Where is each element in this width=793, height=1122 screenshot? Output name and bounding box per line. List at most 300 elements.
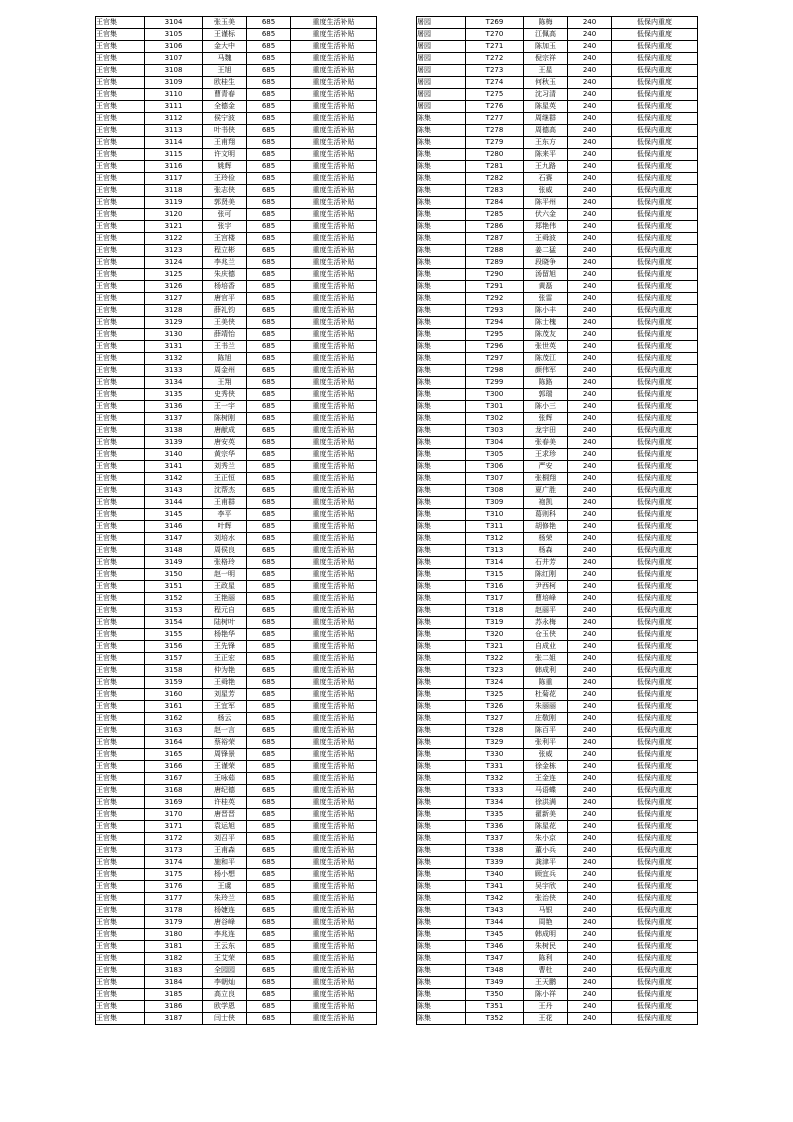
id-cell: T271	[466, 41, 524, 53]
town-cell: 王官集	[96, 749, 145, 761]
category-cell: 重度生活补贴	[291, 161, 377, 173]
category-cell: 重度生活补贴	[291, 809, 377, 821]
table-row	[96, 761, 377, 773]
town-cell: 陈集	[417, 557, 466, 569]
amount-cell: 240	[568, 401, 612, 413]
id-cell: T309	[466, 497, 524, 509]
table-row	[417, 569, 698, 581]
id-cell: 3172	[145, 833, 203, 845]
name-cell: 王先锋	[203, 641, 247, 653]
id-cell: 3116	[145, 161, 203, 173]
name-cell: 仲为艳	[203, 665, 247, 677]
category-cell: 低保内重度	[612, 113, 698, 125]
amount-cell: 685	[247, 485, 291, 497]
town-cell: 王官集	[96, 965, 145, 977]
town-cell: 王官集	[96, 929, 145, 941]
amount-cell: 685	[247, 953, 291, 965]
name-cell: 王书兰	[203, 341, 247, 353]
town-cell: 陈集	[417, 269, 466, 281]
name-cell: 朱树民	[524, 941, 568, 953]
amount-cell: 685	[247, 329, 291, 341]
amount-cell: 240	[568, 893, 612, 905]
town-cell: 王官集	[96, 173, 145, 185]
table-row	[417, 449, 698, 461]
category-cell: 重度生活补贴	[291, 929, 377, 941]
table-row	[96, 953, 377, 965]
table-row	[417, 365, 698, 377]
town-cell: 王官集	[96, 725, 145, 737]
name-cell: 袁运旭	[203, 821, 247, 833]
name-cell: 王丹	[524, 1001, 568, 1013]
town-cell: 王官集	[96, 881, 145, 893]
table-row	[96, 809, 377, 821]
category-cell: 低保内重度	[612, 197, 698, 209]
name-cell: 徐洪满	[524, 797, 568, 809]
id-cell: T312	[466, 533, 524, 545]
table-row	[96, 89, 377, 101]
amount-cell: 240	[568, 245, 612, 257]
id-cell: T331	[466, 761, 524, 773]
table-row	[417, 821, 698, 833]
amount-cell: 685	[247, 593, 291, 605]
name-cell: 薛礼钧	[203, 305, 247, 317]
town-cell: 王官集	[96, 461, 145, 473]
name-cell: 何秋玉	[524, 77, 568, 89]
id-cell: 3185	[145, 989, 203, 1001]
amount-cell: 240	[568, 857, 612, 869]
table-row	[96, 125, 377, 137]
town-cell: 王官集	[96, 77, 145, 89]
town-cell: 陈集	[417, 473, 466, 485]
amount-cell: 685	[247, 701, 291, 713]
amount-cell: 240	[568, 833, 612, 845]
name-cell: 闫士侠	[203, 1013, 247, 1025]
amount-cell: 685	[247, 761, 291, 773]
category-cell: 重度生活补贴	[291, 965, 377, 977]
amount-cell: 685	[247, 749, 291, 761]
table-row	[417, 833, 698, 845]
name-cell: 史秀侠	[203, 389, 247, 401]
id-cell: 3111	[145, 101, 203, 113]
id-cell: 3104	[145, 17, 203, 29]
amount-cell: 240	[568, 521, 612, 533]
category-cell: 低保内重度	[612, 149, 698, 161]
amount-cell: 685	[247, 449, 291, 461]
category-cell: 低保内重度	[612, 785, 698, 797]
amount-cell: 685	[247, 17, 291, 29]
category-cell: 低保内重度	[612, 569, 698, 581]
category-cell: 低保内重度	[612, 173, 698, 185]
town-cell: 王官集	[96, 917, 145, 929]
id-cell: T299	[466, 377, 524, 389]
category-cell: 重度生活补贴	[291, 881, 377, 893]
id-cell: 3107	[145, 53, 203, 65]
town-cell: 陈集	[417, 437, 466, 449]
town-cell: 王官集	[96, 689, 145, 701]
amount-cell: 685	[247, 401, 291, 413]
category-cell: 低保内重度	[612, 269, 698, 281]
town-cell: 王官集	[96, 737, 145, 749]
table-row	[417, 125, 698, 137]
name-cell: 全德金	[203, 101, 247, 113]
amount-cell: 240	[568, 497, 612, 509]
amount-cell: 240	[568, 617, 612, 629]
name-cell: 叶书侠	[203, 125, 247, 137]
town-cell: 陈集	[417, 113, 466, 125]
category-cell: 重度生活补贴	[291, 341, 377, 353]
id-cell: 3109	[145, 77, 203, 89]
amount-cell: 240	[568, 125, 612, 137]
town-cell: 王官集	[96, 41, 145, 53]
amount-cell: 685	[247, 101, 291, 113]
id-cell: T327	[466, 713, 524, 725]
table-row	[417, 89, 698, 101]
id-cell: 3105	[145, 29, 203, 41]
table-row	[96, 269, 377, 281]
name-cell: 张志侠	[203, 185, 247, 197]
town-cell: 陈集	[417, 605, 466, 617]
category-cell: 低保内重度	[612, 593, 698, 605]
amount-cell: 685	[247, 389, 291, 401]
town-cell: 陈集	[417, 725, 466, 737]
id-cell: T319	[466, 617, 524, 629]
amount-cell: 685	[247, 149, 291, 161]
amount-cell: 240	[568, 53, 612, 65]
id-cell: T278	[466, 125, 524, 137]
town-cell: 王官集	[96, 653, 145, 665]
category-cell: 低保内重度	[612, 977, 698, 989]
id-cell: 3156	[145, 641, 203, 653]
amount-cell: 685	[247, 533, 291, 545]
name-cell: 王甫森	[203, 845, 247, 857]
category-cell: 低保内重度	[612, 725, 698, 737]
table-row	[96, 1001, 377, 1013]
table-row	[96, 893, 377, 905]
name-cell: 顾宜兵	[524, 869, 568, 881]
amount-cell: 685	[247, 857, 291, 869]
category-cell: 低保内重度	[612, 689, 698, 701]
category-cell: 低保内重度	[612, 209, 698, 221]
name-cell: 黄宗华	[203, 449, 247, 461]
name-cell: 王艳丽	[203, 593, 247, 605]
amount-cell: 240	[568, 305, 612, 317]
id-cell: 3182	[145, 953, 203, 965]
name-cell: 姜二猛	[524, 245, 568, 257]
id-cell: 3127	[145, 293, 203, 305]
table-row	[96, 569, 377, 581]
category-cell: 低保内重度	[612, 413, 698, 425]
name-cell: 王天鹏	[524, 977, 568, 989]
town-cell: 王官集	[96, 605, 145, 617]
name-cell: 杨婕连	[203, 905, 247, 917]
town-cell: 陈集	[417, 737, 466, 749]
id-cell: T337	[466, 833, 524, 845]
amount-cell: 685	[247, 797, 291, 809]
town-cell: 陈集	[417, 641, 466, 653]
category-cell: 重度生活补贴	[291, 977, 377, 989]
id-cell: 3125	[145, 269, 203, 281]
amount-cell: 685	[247, 305, 291, 317]
amount-cell: 240	[568, 977, 612, 989]
table-row	[417, 929, 698, 941]
id-cell: T343	[466, 905, 524, 917]
town-cell: 陈集	[417, 533, 466, 545]
name-cell: 刘召平	[203, 833, 247, 845]
town-cell: 陈集	[417, 485, 466, 497]
amount-cell: 240	[568, 677, 612, 689]
table-row	[96, 281, 377, 293]
town-cell: 陈集	[417, 689, 466, 701]
amount-cell: 240	[568, 173, 612, 185]
amount-cell: 240	[568, 65, 612, 77]
amount-cell: 685	[247, 725, 291, 737]
town-cell: 王官集	[96, 413, 145, 425]
amount-cell: 240	[568, 341, 612, 353]
amount-cell: 685	[247, 65, 291, 77]
category-cell: 重度生活补贴	[291, 665, 377, 677]
category-cell: 重度生活补贴	[291, 197, 377, 209]
amount-cell: 240	[568, 557, 612, 569]
name-cell: 王艾荣	[203, 953, 247, 965]
category-cell: 低保内重度	[612, 233, 698, 245]
category-cell: 重度生活补贴	[291, 953, 377, 965]
table-row	[96, 149, 377, 161]
name-cell: 陈梅	[524, 17, 568, 29]
id-cell: T318	[466, 605, 524, 617]
category-cell: 低保内重度	[612, 521, 698, 533]
category-cell: 重度生活补贴	[291, 281, 377, 293]
id-cell: 3165	[145, 749, 203, 761]
name-cell: 徐金栋	[524, 761, 568, 773]
amount-cell: 240	[568, 437, 612, 449]
table-row	[417, 413, 698, 425]
table-row	[96, 485, 377, 497]
town-cell: 王官集	[96, 17, 145, 29]
town-cell: 陈集	[417, 233, 466, 245]
town-cell: 屠园	[417, 77, 466, 89]
amount-cell: 240	[568, 149, 612, 161]
town-cell: 王官集	[96, 53, 145, 65]
table-row	[96, 725, 377, 737]
amount-cell: 240	[568, 881, 612, 893]
name-cell: 庄敬刚	[524, 713, 568, 725]
town-cell: 王官集	[96, 365, 145, 377]
amount-cell: 240	[568, 389, 612, 401]
table-row	[96, 929, 377, 941]
town-cell: 王官集	[96, 137, 145, 149]
name-cell: 伏六金	[524, 209, 568, 221]
town-cell: 王官集	[96, 581, 145, 593]
amount-cell: 685	[247, 317, 291, 329]
id-cell: 3121	[145, 221, 203, 233]
category-cell: 低保内重度	[612, 965, 698, 977]
right-data-table	[416, 16, 698, 1025]
name-cell: 杨荣	[524, 533, 568, 545]
id-cell: T289	[466, 257, 524, 269]
table-row	[417, 905, 698, 917]
category-cell: 重度生活补贴	[291, 137, 377, 149]
town-cell: 陈集	[417, 953, 466, 965]
name-cell: 李平	[203, 509, 247, 521]
name-cell: 苏永梅	[524, 617, 568, 629]
category-cell: 低保内重度	[612, 881, 698, 893]
town-cell: 陈集	[417, 353, 466, 365]
table-row	[417, 737, 698, 749]
town-cell: 陈集	[417, 713, 466, 725]
name-cell: 赵一明	[203, 569, 247, 581]
town-cell: 陈集	[417, 521, 466, 533]
town-cell: 王官集	[96, 617, 145, 629]
category-cell: 重度生活补贴	[291, 245, 377, 257]
table-row	[96, 653, 377, 665]
name-cell: 倪宗祥	[524, 53, 568, 65]
town-cell: 王官集	[96, 89, 145, 101]
town-cell: 陈集	[417, 761, 466, 773]
table-row	[96, 749, 377, 761]
table-row	[96, 629, 377, 641]
town-cell: 屠园	[417, 65, 466, 77]
town-cell: 王官集	[96, 497, 145, 509]
name-cell: 周侯良	[203, 545, 247, 557]
table-row	[96, 521, 377, 533]
id-cell: T282	[466, 173, 524, 185]
amount-cell: 685	[247, 233, 291, 245]
category-cell: 重度生活补贴	[291, 353, 377, 365]
amount-cell: 240	[568, 569, 612, 581]
table-row	[96, 161, 377, 173]
amount-cell: 240	[568, 209, 612, 221]
amount-cell: 240	[568, 929, 612, 941]
id-cell: T313	[466, 545, 524, 557]
amount-cell: 240	[568, 137, 612, 149]
category-cell: 重度生活补贴	[291, 785, 377, 797]
category-cell: 重度生活补贴	[291, 449, 377, 461]
category-cell: 低保内重度	[612, 329, 698, 341]
table-row	[417, 677, 698, 689]
id-cell: 3131	[145, 341, 203, 353]
amount-cell: 240	[568, 989, 612, 1001]
table-row	[417, 281, 698, 293]
id-cell: 3176	[145, 881, 203, 893]
table-row	[417, 137, 698, 149]
amount-cell: 240	[568, 953, 612, 965]
table-row	[96, 713, 377, 725]
town-cell: 陈集	[417, 917, 466, 929]
town-cell: 王官集	[96, 977, 145, 989]
amount-cell: 685	[247, 557, 291, 569]
name-cell: 王求珍	[524, 449, 568, 461]
name-cell: 王正恒	[203, 473, 247, 485]
table-row	[417, 65, 698, 77]
id-cell: 3180	[145, 929, 203, 941]
table-row	[96, 257, 377, 269]
town-cell: 王官集	[96, 389, 145, 401]
town-cell: 王官集	[96, 941, 145, 953]
id-cell: T317	[466, 593, 524, 605]
table-row	[96, 545, 377, 557]
town-cell: 王官集	[96, 233, 145, 245]
amount-cell: 240	[568, 233, 612, 245]
id-cell: T292	[466, 293, 524, 305]
table-row	[96, 497, 377, 509]
amount-cell: 240	[568, 197, 612, 209]
table-row	[417, 845, 698, 857]
category-cell: 低保内重度	[612, 737, 698, 749]
id-cell: T333	[466, 785, 524, 797]
category-cell: 重度生活补贴	[291, 209, 377, 221]
amount-cell: 240	[568, 533, 612, 545]
town-cell: 王官集	[96, 785, 145, 797]
id-cell: T324	[466, 677, 524, 689]
category-cell: 低保内重度	[612, 557, 698, 569]
id-cell: T342	[466, 893, 524, 905]
id-cell: T281	[466, 161, 524, 173]
amount-cell: 240	[568, 221, 612, 233]
category-cell: 重度生活补贴	[291, 533, 377, 545]
category-cell: 重度生活补贴	[291, 605, 377, 617]
id-cell: T296	[466, 341, 524, 353]
town-cell: 陈集	[417, 221, 466, 233]
category-cell: 低保内重度	[612, 449, 698, 461]
name-cell: 刘培水	[203, 533, 247, 545]
town-cell: 屠园	[417, 41, 466, 53]
name-cell: 陆树叶	[203, 617, 247, 629]
id-cell: 3179	[145, 917, 203, 929]
id-cell: 3143	[145, 485, 203, 497]
name-cell: 陈路	[524, 377, 568, 389]
left-table-body	[96, 17, 377, 1025]
category-cell: 低保内重度	[612, 797, 698, 809]
id-cell: T316	[466, 581, 524, 593]
category-cell: 低保内重度	[612, 245, 698, 257]
table-row	[417, 233, 698, 245]
town-cell: 王官集	[96, 113, 145, 125]
town-cell: 王官集	[96, 545, 145, 557]
town-cell: 王官集	[96, 797, 145, 809]
category-cell: 低保内重度	[612, 257, 698, 269]
amount-cell: 240	[568, 77, 612, 89]
name-cell: 曹杜	[524, 965, 568, 977]
id-cell: 3119	[145, 197, 203, 209]
amount-cell: 685	[247, 161, 291, 173]
table-row	[96, 965, 377, 977]
name-cell: 郑艳伟	[524, 221, 568, 233]
name-cell: 唐谷峰	[203, 917, 247, 929]
id-cell: 3187	[145, 1013, 203, 1025]
id-cell: 3167	[145, 773, 203, 785]
table-row	[96, 605, 377, 617]
amount-cell: 240	[568, 413, 612, 425]
category-cell: 低保内重度	[612, 1013, 698, 1025]
id-cell: T302	[466, 413, 524, 425]
category-cell: 低保内重度	[612, 485, 698, 497]
category-cell: 低保内重度	[612, 533, 698, 545]
category-cell: 低保内重度	[612, 929, 698, 941]
name-cell: 王舜波	[524, 233, 568, 245]
name-cell: 王翔	[203, 377, 247, 389]
table-row	[96, 401, 377, 413]
category-cell: 重度生活补贴	[291, 485, 377, 497]
amount-cell: 685	[247, 89, 291, 101]
table-row	[417, 29, 698, 41]
id-cell: T277	[466, 113, 524, 125]
table-row	[417, 401, 698, 413]
id-cell: T300	[466, 389, 524, 401]
table-row	[96, 341, 377, 353]
category-cell: 重度生活补贴	[291, 917, 377, 929]
table-row	[96, 845, 377, 857]
table-row	[96, 689, 377, 701]
